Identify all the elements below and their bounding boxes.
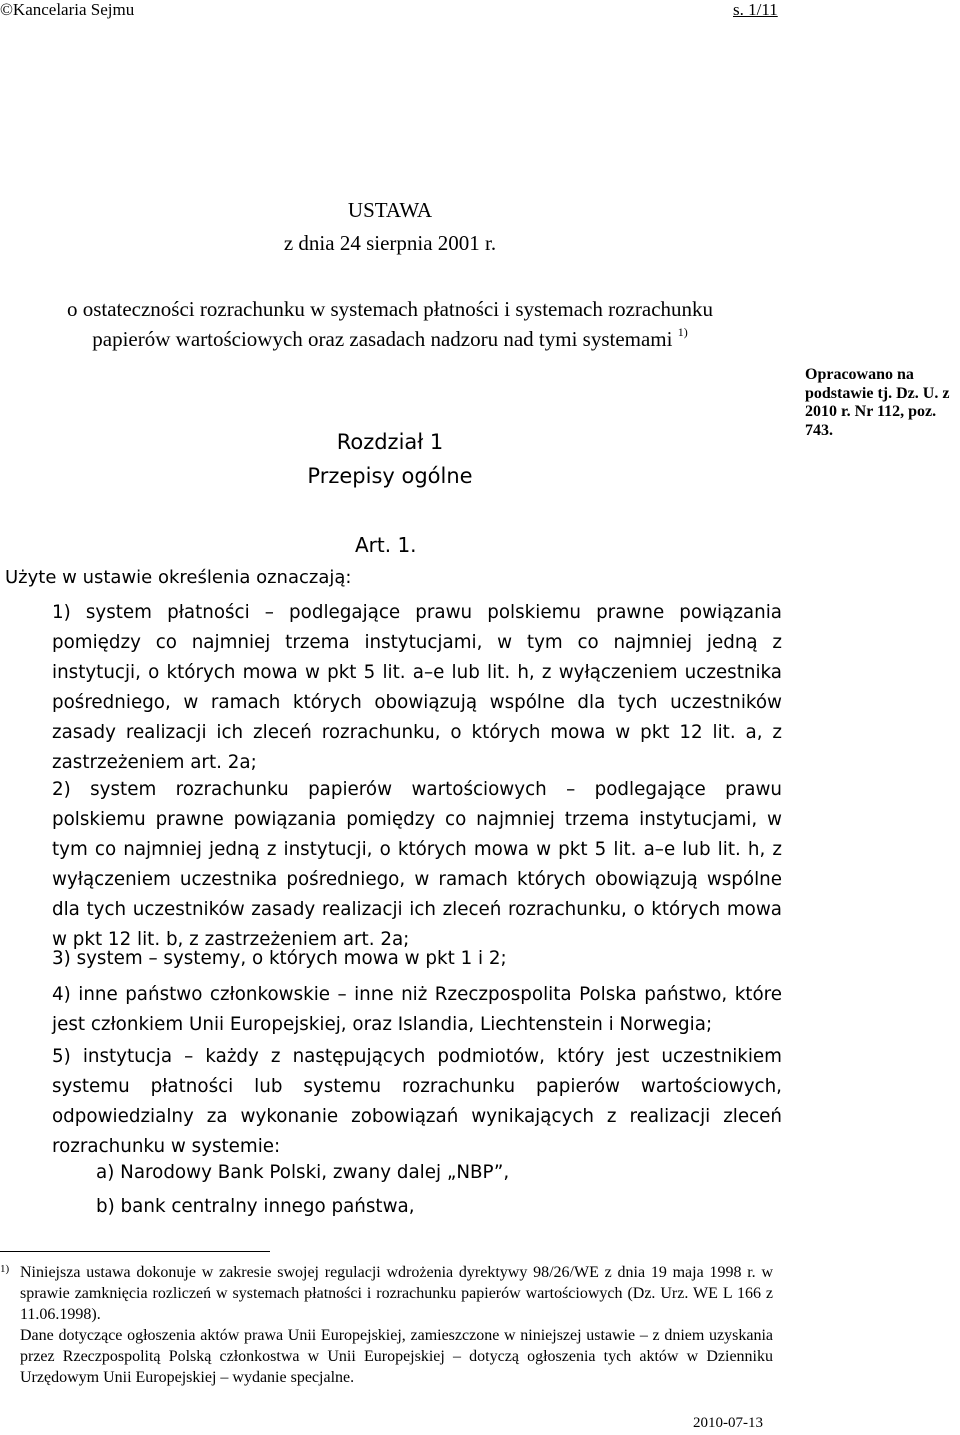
footnote-paragraph-1: Niniejsza ustawa dokonuje w zakresie swojej regulacji wdrożenia dyrektywy 98/26/WE z dnia 19 maja 1998 r. w sprawie zamknięcia rozliczeń w systemach płatności i rozrachunku papierów wartościowych (Dz. Urz. WE L 166 z 11.06.1998).	[20, 1264, 773, 1323]
act-type: USTAWA	[347, 198, 433, 222]
act-subject-line-2	[0, 327, 780, 352]
act-date: z dnia 24 sierpnia 2001 r.	[283, 231, 497, 255]
chapter-name: Przepisy ogólne	[307, 464, 473, 488]
act-subject-line-2-text: papierów wartościowych oraz zasadach nadzoru nad tymi systemami	[92, 327, 673, 351]
footnote-reference: 1)	[677, 325, 688, 339]
header-page-number	[733, 0, 778, 20]
page-number-text: s. 1/11	[733, 0, 778, 19]
definition-item-1: 1) system płatności – podlegające prawu polskiemu prawne powiązania pomiędzy co najmniej trzema instytucjami, w tym co najmniej jedną z instytucji, o których mowa w pkt 5 lit. a–e lub lit. h, z wyłączeniem uczestnika pośredniego, w ramach których obowiązują wspólne dla tych uczestników zasady realizacji ich zleceń rozrachunku, o których mowa w pkt 12 lit. a, z zastrzeżeniem art. 2a;	[52, 602, 782, 773]
footnote	[0, 1262, 773, 1388]
article-intro: Użyte w ustawie określenia oznaczają:	[5, 567, 352, 588]
definition-item-4: 4) inne państwo członkowskie – inne niż Rzeczpospolita Polska państwo, które jest członkiem Unii Europejskiej, oraz Islandia, Liechtenstein i Norwegia;	[52, 984, 782, 1035]
definition-item-2: 2) system rozrachunku papierów wartościowych – podlegające prawu polskiemu prawne powiązania pomiędzy co najmniej trzema instytucjami, w tym co najmniej jedną z instytucji, o których mowa w pkt 5 lit. a–e lub lit. h, z wyłączeniem uczestnika pośredniego, w ramach których obowiązują wspólne dla tych uczestników zasady realizacji ich zleceń rozrachunku, o których mowa w pkt 12 lit. b, z zastrzeżeniem art. 2a;	[52, 779, 782, 950]
footnote-number: 1)	[0, 1263, 10, 1275]
side-note: Opracowano na podstawie tj. Dz. U. z 2010 r. Nr 112, poz. 743.	[805, 366, 950, 439]
chapter-number: Rozdział 1	[336, 430, 444, 454]
definition-subitem-a: a) Narodowy Bank Polski, zwany dalej „NBP”,	[96, 1162, 510, 1183]
definition-item-5: 5) instytucja – każdy z następujących podmiotów, który jest uczestnikiem systemu płatności lub systemu rozrachunku papierów wartościowych, odpowiedzialny za wykonanie zobowiązań wynikających z realizacji zleceń rozrachunku w systemie:	[52, 1046, 782, 1157]
definition-item-3: 3) system – systemy, o których mowa w pkt 1 i 2;	[52, 948, 507, 969]
act-subject-line-1: o ostateczności rozrachunku w systemach płatności i systemach rozrachunku	[66, 297, 714, 321]
footer-date: 2010-07-13	[693, 1415, 763, 1431]
definition-subitem-b: b) bank centralny innego państwa,	[96, 1196, 415, 1217]
article-label: Art. 1.	[355, 533, 417, 557]
footnote-divider	[0, 1251, 270, 1252]
header-source: ©Kancelaria Sejmu	[0, 0, 135, 19]
footnote-paragraph-2: Dane dotyczące ogłoszenia aktów prawa Unii Europejskiej, zamieszczone w niniejszej ustawie – z dniem uzyskania przez Rzeczpospolitą Polską członkostwa w Unii Europejskiej – dotyczą ogłoszenia tych aktów w Dzienniku Urzędowym Unii Europejskiej – wydanie specjalne.	[20, 1327, 773, 1386]
